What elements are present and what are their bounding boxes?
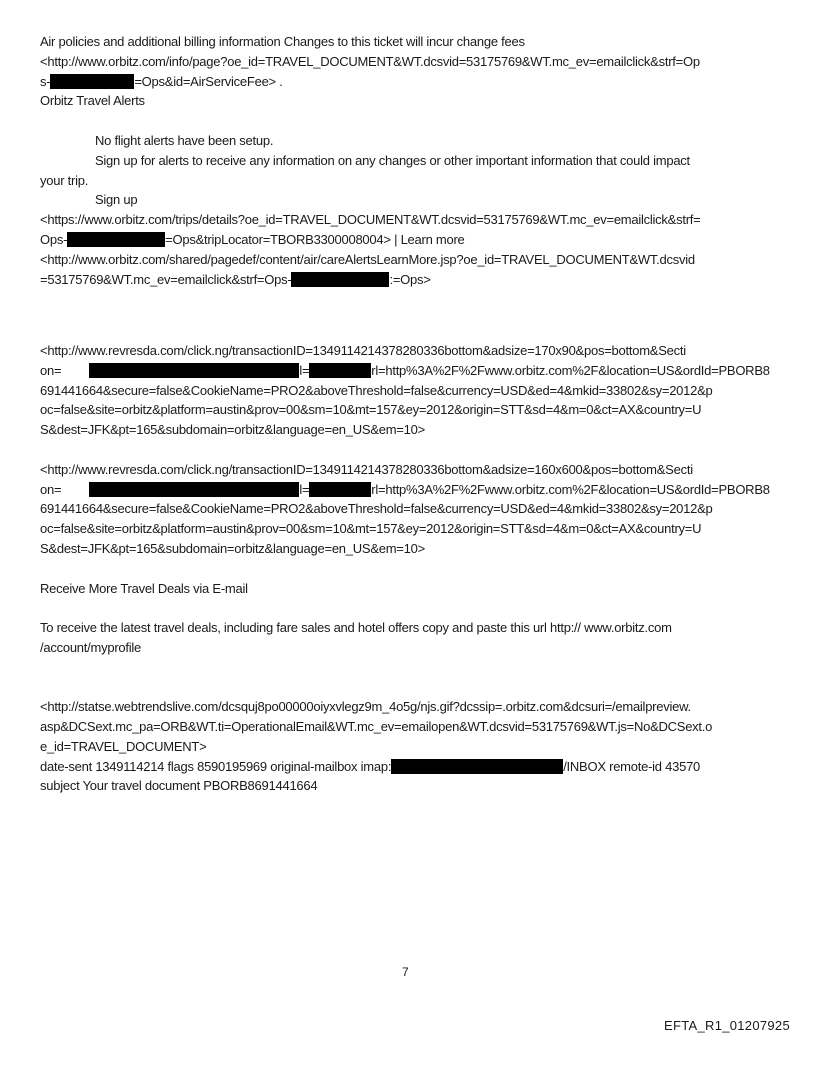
tracking-link-line: e_id=TRAVEL_DOCUMENT> (40, 738, 207, 754)
text: rl=http%3A%2F%2Fwww.orbitz.com%2F&location=US&ordId=PBORB8 (371, 481, 770, 497)
page-number: 7 (402, 965, 409, 979)
text: =Ops&id=AirServiceFee> . (134, 73, 283, 89)
metadata-line (40, 757, 800, 777)
section-heading: Receive More Travel Deals via E-mail (40, 580, 248, 596)
text: l= (299, 481, 310, 497)
text-line: your trip. (40, 172, 89, 188)
ad-link-line: 691441664&secure=false&CookieName=PRO2&aboveThreshold=false&currency=USD&ed=4&mkid=33802&sy=2012&p (40, 501, 713, 517)
ad-link-line: oc=false&site=orbitz&platform=austin&prov=00&sm=10&mt=157&ey=2012&origin=STT&sd=4&m=0&ct=AX&country=U (40, 521, 702, 537)
metadata-line: subject Your travel document PBORB8691441664 (40, 778, 318, 794)
redaction-block (50, 74, 134, 89)
link-line: <http://www.orbitz.com/shared/pagedef/content/air/careAlertsLearnMore.jsp?oe_id=TRAVEL_DOCUMENT&WT.dcsvid (40, 251, 695, 267)
link-line: <https://www.orbitz.com/trips/details?oe_id=TRAVEL_DOCUMENT&WT.dcsvid=53175769&WT.mc_ev=emailclick&strf= (40, 212, 701, 228)
text: on= (40, 481, 62, 497)
ad-link-line (40, 480, 800, 500)
redaction-block (309, 363, 371, 378)
link-line (40, 270, 800, 290)
text-line: /account/myprofile (40, 639, 141, 655)
link-line (40, 230, 800, 250)
tracking-link-line: <http://statse.webtrendslive.com/dcsquj8po00000oiyxvlegz9m_4o5g/njs.gif?dcssip=.orbitz.com&dcsuri=/emailpreview. (40, 699, 691, 715)
link-line (40, 72, 800, 92)
ad-link-line (40, 361, 800, 381)
redaction-block (309, 482, 371, 497)
link-line: <http://www.orbitz.com/info/page?oe_id=TRAVEL_DOCUMENT&WT.dcsvid=53175769&WT.mc_ev=emailclick&strf=Op (40, 53, 700, 69)
redaction-block (391, 759, 563, 774)
bates-number: EFTA_R1_01207925 (664, 1018, 790, 1033)
text: /INBOX remote-id 43570 (563, 758, 701, 774)
text-line: Sign up for alerts to receive any information on any changes or other important information that could impact (95, 152, 690, 168)
ad-link-line: S&dest=JFK&pt=165&subdomain=orbitz&language=en_US&em=10> (40, 422, 425, 438)
ad-link-line: <http://www.revresda.com/click.ng/transactionID=1349114214378280336bottom&adsize=160x600&pos=bottom&Secti (40, 461, 693, 477)
redaction-block (89, 482, 299, 497)
ad-link-line: <http://www.revresda.com/click.ng/transactionID=1349114214378280336bottom&adsize=170x90&pos=bottom&Secti (40, 342, 686, 358)
redaction-block (291, 272, 389, 287)
tracking-link-line: asp&DCSext.mc_pa=ORB&WT.ti=OperationalEmail&WT.mc_ev=emailopen&WT.dcsvid=53175769&WT.js=No&DCSext.o (40, 719, 713, 735)
text-line: Air policies and additional billing information Changes to this ticket will incur change fees (40, 34, 525, 49)
text-line: No flight alerts have been setup. (95, 132, 274, 148)
document-body (40, 32, 800, 796)
text: l= (299, 362, 310, 378)
text: on= (40, 362, 62, 378)
text: rl=http%3A%2F%2Fwww.orbitz.com%2F&location=US&ordId=PBORB8 (371, 362, 770, 378)
sign-up-label: Sign up (95, 192, 138, 208)
ad-link-line: 691441664&secure=false&CookieName=PRO2&aboveThreshold=false&currency=USD&ed=4&mkid=33802&sy=2012&p (40, 382, 713, 398)
ad-link-line: oc=false&site=orbitz&platform=austin&prov=00&sm=10&mt=157&ey=2012&origin=STT&sd=4&m=0&ct=AX&country=U (40, 402, 702, 418)
ad-link-line: S&dest=JFK&pt=165&subdomain=orbitz&language=en_US&em=10> (40, 540, 425, 556)
text: =53175769&WT.mc_ev=emailclick&strf=Ops- (40, 271, 292, 287)
text: s- (40, 73, 51, 89)
redaction-block (67, 232, 165, 247)
redaction-block (89, 363, 299, 378)
text-line: To receive the latest travel deals, including fare sales and hotel offers copy and paste this url http:// www.orbitz.com (40, 620, 672, 636)
text: Ops- (40, 231, 68, 247)
text: =Ops&tripLocator=TBORB3300008004> | Learn more (165, 231, 465, 247)
text: date-sent 1349114214 flags 8590195969 original-mailbox imap: (40, 758, 392, 774)
section-heading: Orbitz Travel Alerts (40, 93, 145, 109)
text: :=Ops> (389, 271, 431, 287)
